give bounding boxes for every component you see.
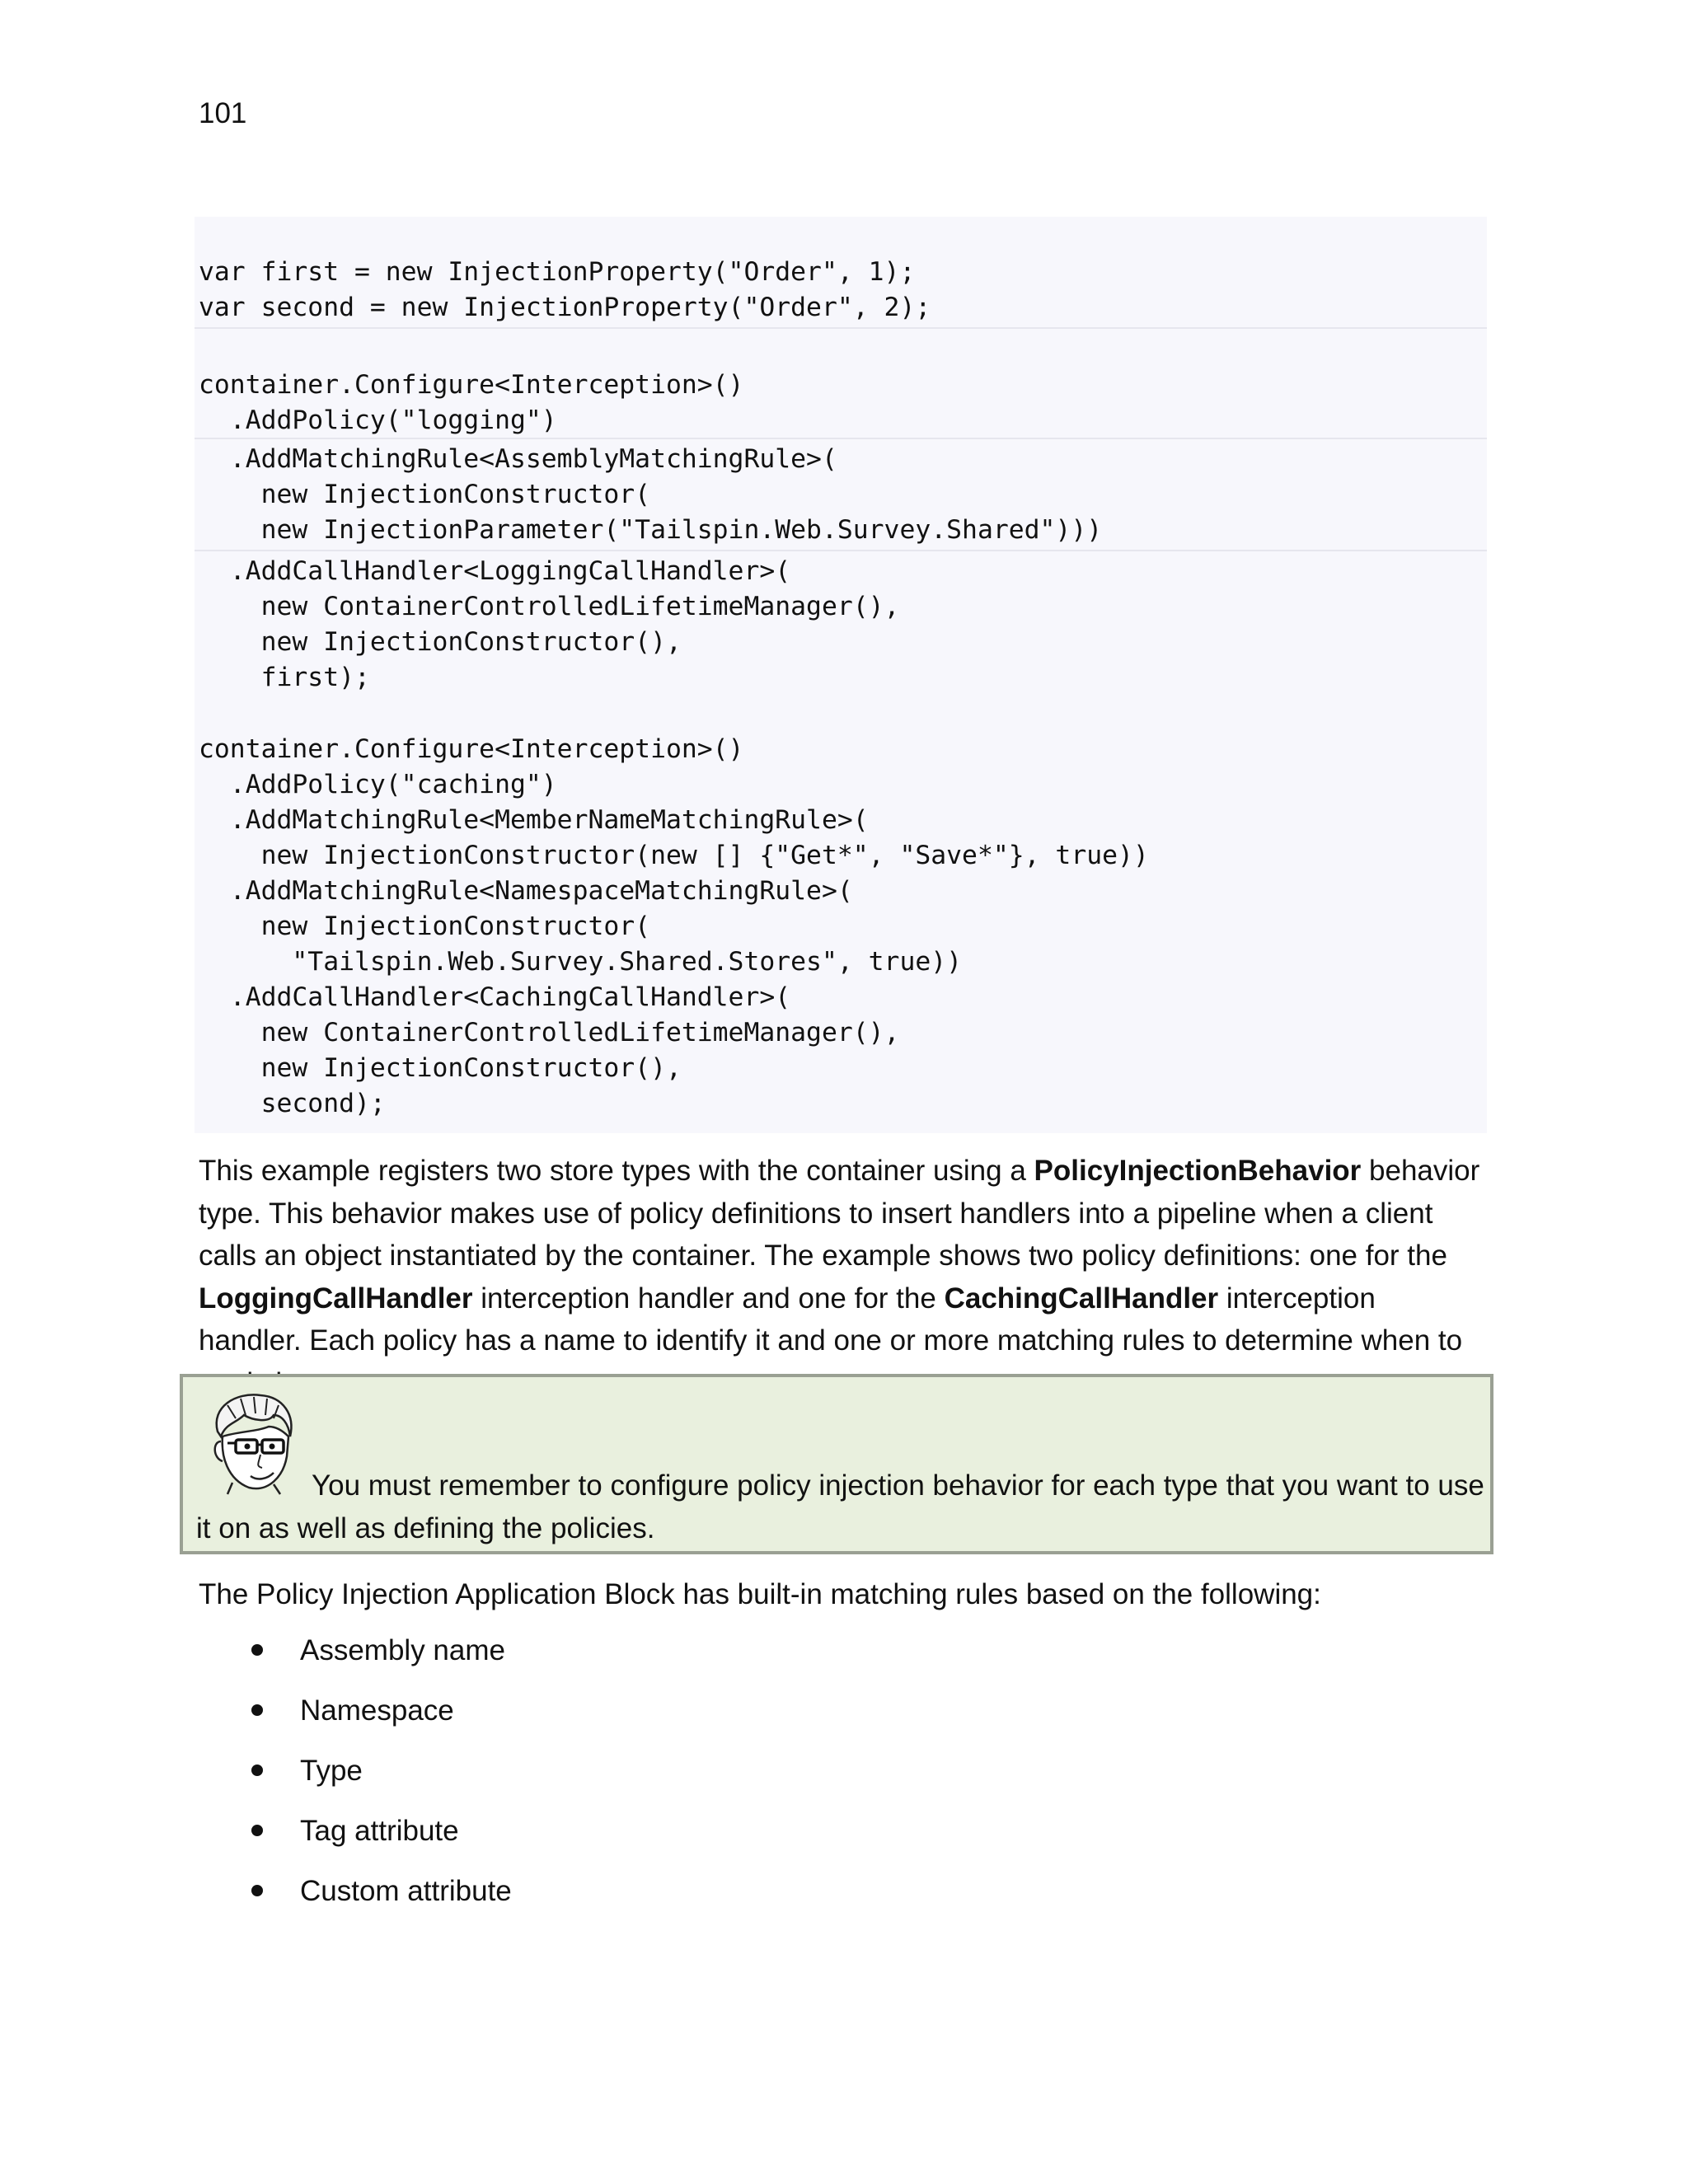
code-line: container.Configure<Interception>() (199, 734, 744, 764)
code-line: new InjectionConstructor(new [] {"Get*", "Save*"}, true)) (199, 841, 1149, 870)
code-line: .AddMatchingRule<NamespaceMatchingRule>( (199, 876, 853, 906)
list-item (0, 1811, 742, 1852)
code-line: new ContainerControlledLifetimeManager(), (199, 592, 900, 621)
list-item-label: Assembly name (300, 1634, 505, 1666)
code-line: new InjectionParameter("Tailspin.Web.Survey.Shared"))) (199, 515, 1103, 545)
list-item-label: Tag attribute (300, 1815, 459, 1847)
bullet-icon (251, 1825, 263, 1836)
code-line: .AddCallHandler<LoggingCallHandler>( (199, 556, 791, 586)
list-item (0, 1690, 742, 1732)
code-line: .AddCallHandler<CachingCallHandler>( (199, 982, 791, 1012)
list-intro: The Policy Injection Application Block has built-in matching rules based on the following: (199, 1578, 1321, 1610)
code-line: .AddMatchingRule<MemberNameMatchingRule>( (199, 805, 869, 835)
code-line: new InjectionConstructor( (199, 480, 651, 509)
code-line: new InjectionConstructor( (199, 912, 651, 941)
bullet-icon (251, 1885, 263, 1896)
code-line: var second = new InjectionProperty("Order", 2); (199, 293, 931, 322)
paragraph-text: This example registers two store types with the container using a (199, 1155, 1034, 1187)
code-line: .AddPolicy("logging") (199, 405, 557, 435)
bullet-icon (251, 1765, 263, 1776)
paragraph-text: interception handler. Each policy has a name to identify it and one or more matching rules to determine when to (199, 1282, 1463, 1357)
code-line: var first = new InjectionProperty("Order", 1); (199, 257, 916, 287)
bullet-icon (251, 1644, 263, 1656)
code-line: .AddPolicy("caching") (199, 770, 557, 799)
code-line: new InjectionConstructor(), (199, 627, 682, 657)
code-separator (195, 327, 1487, 329)
bold-term: CachingCallHandler (944, 1282, 1219, 1315)
paragraph-text: behavior type. This behavior makes use of policy definitions to insert handlers into a pipeline when a client calls an object instantiated by the container. The example shows two policy definitions: one for the (199, 1155, 1480, 1272)
bold-term: PolicyInjectionBehavior (1034, 1155, 1362, 1187)
bold-term: LoggingCallHandler (199, 1282, 473, 1315)
page-number: 101 (199, 97, 247, 129)
code-line: new ContainerControlledLifetimeManager(), (199, 1018, 900, 1047)
code-block (195, 217, 1487, 1133)
code-separator (195, 550, 1487, 551)
list-item-label: Custom attribute (300, 1875, 512, 1907)
list-item (0, 1871, 742, 1912)
code-line: second); (199, 1089, 386, 1118)
note-text: You must remember to configure policy injection behavior for each type that you want to use it on as well as defining the policies. (196, 1469, 1484, 1544)
code-line: .AddMatchingRule<AssemblyMatchingRule>( (199, 444, 837, 474)
list-item-label: Namespace (300, 1694, 454, 1727)
list-item-label: Type (300, 1755, 363, 1787)
list-item (0, 1750, 742, 1792)
body-paragraph (199, 1150, 1484, 1404)
code-line: container.Configure<Interception>() (199, 370, 744, 400)
paragraph-text: interception handler and one for the (472, 1282, 945, 1315)
bullet-icon (251, 1704, 263, 1716)
code-line: "Tailspin.Web.Survey.Shared.Stores", true)) (199, 947, 963, 977)
note-box (180, 1374, 1493, 1554)
list-item (0, 1630, 742, 1671)
code-line: new InjectionConstructor(), (199, 1053, 682, 1083)
code-line: first); (199, 663, 370, 692)
